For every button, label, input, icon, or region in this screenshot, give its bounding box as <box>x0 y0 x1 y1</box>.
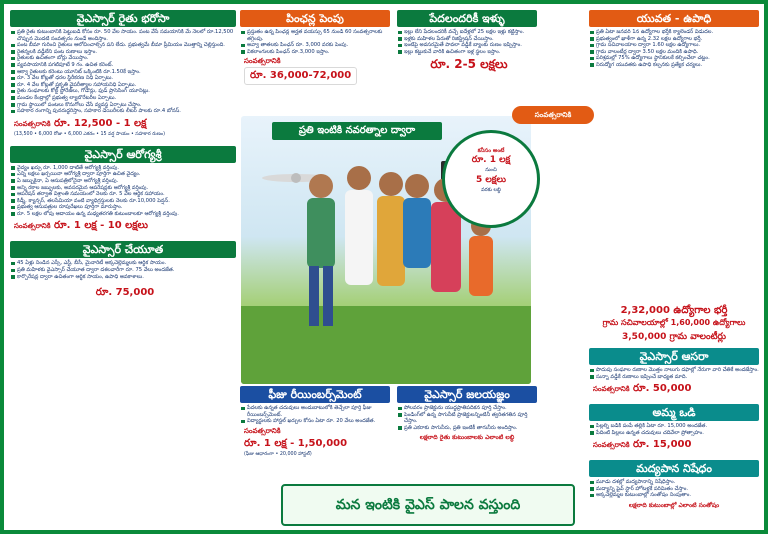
center-banner: ప్రతి ఇంటికి నవరత్నాల ద్వారా <box>272 122 442 140</box>
footer-slogan: మన ఇంటికి వైఎస్ పాలన వస్తుంది <box>281 484 575 526</box>
list-item: ఇల్లు కట్టుకునే వారికి ఉచితంగా ఇళ్ల స్థలం ఇస్తాం. <box>397 49 537 56</box>
list-item: ఎన్ని లక్షలు ఖర్చయినా ఆరోగ్యశ్రీ ద్వారా పూర్తిగా ఉచిత వైద్యం. <box>10 171 236 178</box>
amount-value: రూ. 12,500 - 1 లక్ష <box>53 117 147 129</box>
list-item: రైతన్నలకి వడ్డీలేని పంట రుణాలు ఇస్తాం. <box>10 49 236 56</box>
list-item: ప్రభుత్వంలో ఖాళీగా ఉన్న 2.32 లక్షల ఉద్యోగాల భర్తీ. <box>589 36 759 43</box>
list-item: అవ్వా తాతలకు పింఛన్ రూ. 3,000 వరకు పెంపు. <box>240 42 390 49</box>
center-top-badge: సంవత్సరానికి <box>512 106 594 124</box>
badge-line: రూ. 1 లక్ష <box>471 155 511 165</box>
prohibition-header: మద్యపాన నిషేధం <box>589 460 759 477</box>
housing-list <box>397 29 537 55</box>
amma-vodi-header: అమ్మ ఒడి <box>589 404 759 421</box>
amount-label: సంవత్సరానికి <box>14 222 51 231</box>
list-item: గ్రామ వాలంటీర్ల ద్వారా 3.50 లక్షల మందికి ఉపాధి. <box>589 49 759 56</box>
list-item: పరిశ్రమల్లో 75% ఉద్యోగాలు స్థానికులకే కల్పించేలా చట్టం. <box>589 55 759 62</box>
list-item: రూ. 3 వేల కోట్లతో ధరల స్థిరీకరణ నిధి ఏర్పాటు. <box>10 75 236 82</box>
list-item: రైతులకు ఉచితంగా బోర్లు వేయిస్తాం. <box>10 55 236 62</box>
list-item: ప్రతి మహిళకు వైఎస్సార్ చేయూత ద్వారా దశలవారీగా రూ. 75 వేలు అందజేత. <box>10 267 236 274</box>
left-column <box>10 10 236 301</box>
jalayagnam-header: వైఎస్సార్ జలయజ్ఞం <box>397 386 537 403</box>
rythu-bharosa-header: వైఎస్సార్ రైతు భరోసా <box>10 10 236 27</box>
asara-section <box>589 348 759 397</box>
list-item: సున్నా వడ్డీకే రుణాలు ఇప్పించే బాధ్యత మాది. <box>589 374 759 381</box>
list-item: రూ. 4 వేల కోట్లతో ప్రకృతి వైపరీత్యాల సహాయనిధి ఏర్పాటు. <box>10 82 236 89</box>
badge-line: 5 లక్షలు <box>476 175 506 185</box>
rythu-bharosa-amount <box>14 117 236 131</box>
amma-vodi-list <box>589 423 759 436</box>
list-item: కార్పొరేషన్ల ద్వారా ఉచితంగా ఆర్థిక సాయం, ఉపాధి అవకాశాలు. <box>10 274 236 281</box>
housing-amount: రూ. 2-5 లక్షలు <box>430 57 508 72</box>
amount-value: రూ. 1 లక్ష - 1,50,000 <box>244 437 348 449</box>
list-item: ప్రతి రైతు కుటుంబానికి పెట్టుబడి కోసం రూ. 50 వేల సాయం. పంట వేసే సమయానికి మే నెలలో రూ.12,500 చొప్పున మొదటి సంవత్సరం నుండే అందిస్తాం. <box>10 29 236 42</box>
list-item: మూడు దశల్లో మద్యపానాన్ని నిషేధిస్తాం. <box>589 479 759 486</box>
list-item: పేదలకు ఉన్నత చదువులు అందుబాటులోకి తెచ్చేలా పూర్తి ఫీజు రీయింబర్స్‌మెంట్. <box>240 405 390 418</box>
benefit-badge <box>442 130 540 228</box>
list-item: ఆపరేషన్ తర్వాత విశ్రాంతి సమయంలో నెలకు రూ. 5 వేల ఆర్థిక సహాయం. <box>10 191 236 198</box>
amount-value: రూ. 50,000 <box>632 383 692 395</box>
list-item: పొదుపు సంఘాల రుణాల మొత్తం నాలుగు దఫాల్లో నేరుగా వారి చేతికే అందజేస్తాం. <box>589 367 759 374</box>
list-item: పిల్లల్ని బడికి పంపే తల్లికి ఏటా రూ. 15,000 అందజేత. <box>589 423 759 430</box>
fee-header: ఫీజు రీయింబర్స్‌మెంట్ <box>240 386 390 403</box>
fee-list <box>240 405 390 425</box>
cheyutha-header: వైఎస్సార్ చేయూత <box>10 241 236 258</box>
prohibition-list <box>589 479 759 499</box>
badge-line: కనీసం అంటే <box>477 148 505 154</box>
list-item: నిరుద్యోగ యువతకు ఉపాధి కల్పనకు ప్రత్యేక చర్యలు. <box>589 62 759 69</box>
list-item: పేదింటి పిల్లలు ఉన్నత చదువులు చదివేలా ప్రోత్సాహం. <box>589 430 759 437</box>
cheyutha-amount: రూ. 75,000 <box>95 287 155 299</box>
list-item: ప్రతి ఎకరాకు సాగునీరు, ప్రతి ఇంటికీ తాగునీరు అందిస్తాం. <box>397 425 537 432</box>
amount-label: సంవత్సరానికి <box>244 426 281 435</box>
amma-vodi-section <box>589 404 759 453</box>
pension-section <box>240 10 390 86</box>
amount-label: సంవత్సరానికి <box>593 441 630 450</box>
prohibition-section <box>589 460 759 510</box>
list-item: వికలాంగులకు పింఛన్ రూ.3,000 ఇస్తాం. <box>240 49 390 56</box>
cheyutha-list <box>10 260 236 280</box>
housing-header: పేదలందరికీ ఇళ్ళు <box>397 10 537 27</box>
fee-amount <box>244 427 390 451</box>
fee-section <box>240 386 390 458</box>
list-item: ఇళ్లకు మహిళల పేరుతో రిజిస్ట్రేషన్ చేయిస్తాం. <box>397 36 537 43</box>
list-item: గ్రామ స్థాయిలో పంటలు కొనుగోలు చేసే వ్యవస్థ ఏర్పాటు చేస్తాం. <box>10 102 236 109</box>
list-item: కిడ్నీ, క్యాన్సర్, తలసేమియా వంటి వ్యాధిగ్రస్తులకు నెలకు రూ.10,000 పెన్షన్. <box>10 198 236 205</box>
list-item: పోలవరం ప్రాజెక్టును యుద్ధప్రాతిపదికన పూర్తి చేస్తాం. <box>397 405 537 412</box>
list-item: రూ. 5 లక్షల లోపు ఆదాయం ఉన్న మధ్యతరగతి కుటుంబాలకూ ఆరోగ్యశ్రీ వర్తింపు. <box>10 211 236 218</box>
badge-line: నుంచి <box>485 167 497 173</box>
amma-vodi-amount <box>593 438 759 452</box>
list-item: పంట బీమా గురించి రైతులు ఆలోచించాల్సిన పని లేదు. ప్రభుత్వమే బీమా ప్రీమియం మొత్తాన్ని చెల్లిస్తుంది. <box>10 42 236 49</box>
right-column <box>589 10 759 69</box>
list-item: వ్యవసాయానికి పగటిపూటే 9 గం. ఉచిత కరెంట్. <box>10 62 236 69</box>
rythu-bharosa-note: (13,500 • 6,000 రోజు • 6,000 ఎకరం • 15 వర్ష సాయం • సహకార రుణం) <box>14 131 165 137</box>
amount-value: రూ. 36,000-72,000 <box>244 67 357 85</box>
jalayagnam-list <box>397 405 537 431</box>
list-item: ఇల్లు లేని పేదలందరికీ వచ్చే ఐదేళ్లలో 25 లక్షల ఇళ్లు కట్టిస్తాం. <box>397 29 537 36</box>
amount-value: రూ. 1 లక్ష - 10 లక్షలు <box>53 220 148 232</box>
employment-stat-1: 2,32,000 ఉద్యోగాల భర్తీ <box>620 305 728 316</box>
list-item: ఆక్వా రైతులకు కరెంటు యూనిట్ ఒక్కింటికి రూ.1.50కే ఇస్తాం. <box>10 69 236 76</box>
employment-list <box>589 29 759 69</box>
rythu-bharosa-list <box>10 29 236 115</box>
list-item: మద్యాన్ని ఫైవ్ స్టార్ హోటళ్లకే పరిమితం చేస్తాం. <box>589 486 759 493</box>
jalayagnam-section <box>397 386 537 442</box>
list-item: ప్రభుత్వ ఆసుపత్రుల రూపురేఖలు పూర్తిగా మారుస్తాం. <box>10 204 236 211</box>
list-item: ఇంటిపై అవసరమైతే పావలా వడ్డీకే బ్యాంకు రుణం ఇప్పిస్తాం. <box>397 42 537 49</box>
badge-line: వరకు లబ్ధి <box>481 187 501 193</box>
employment-stat-3: 3,50,000 గ్రామ వాలంటీర్లు <box>622 332 726 342</box>
asara-list <box>589 367 759 380</box>
list-item: విద్యార్థులకు హాస్టల్ ఖర్చుల కోసం ఏటా రూ. 20 వేలు అందజేత. <box>240 418 390 425</box>
aarogyasri-list <box>10 165 236 218</box>
list-item: మండల కేంద్రాల్లో ప్రభుత్వ ల్యాబొరేటరీల ఏర్పాటు. <box>10 95 236 102</box>
list-item: రైతు సంఘాలకు కోల్డ్ స్టోరేజ్‌లు, గోడౌన్లు, ఫుడ్ ప్రాసెసింగ్ యూనిట్లు. <box>10 88 236 95</box>
amount-label: సంవత్సరానికి <box>244 57 281 66</box>
list-item: ఏ జబ్బుకైనా, ఏ ఆసుపత్రిలోనైనా ఆరోగ్యశ్రీ వర్తింపు. <box>10 178 236 185</box>
list-item: అక్కచెల్లెమ్మల కుటుంబాల్లో సంతోషం నింపుతాం. <box>589 492 759 499</box>
amount-value: రూ. 15,000 <box>632 439 692 451</box>
list-item: సహకార రంగాన్ని పునరుద్ధరిస్తాం, సహకార డెయిరీలకు లీటర్ పాలకు రూ.4 బోనస్. <box>10 108 236 115</box>
prohibition-highlight: లక్షలాది కుటుంబాల్లో ఎలాంటి సంతోషం <box>628 501 720 509</box>
fee-note: (ఫీజు ఆధారంగా • 20,000 హాస్టల్) <box>244 451 312 457</box>
employment-header: యువత - ఉపాధి <box>589 10 759 27</box>
aarogyasri-header: వైఎస్సార్ ఆరోగ్యశ్రీ <box>10 146 236 163</box>
list-item: గ్రామ సచివాలయాల ద్వారా 1.60 లక్షల ఉద్యోగాలు. <box>589 42 759 49</box>
pension-header: పింఛన్ల పెంపు <box>240 10 390 27</box>
list-item: ప్రతి ఏటా జనవరి 1న ఉద్యోగాల భర్తీకి క్యాలెండర్ విడుదల. <box>589 29 759 36</box>
pension-amount <box>244 57 390 85</box>
list-item: వైద్యం ఖర్చు రూ. 1,000 దాటితే ఆరోగ్యశ్రీ వర్తింపు. <box>10 165 236 172</box>
housing-section <box>397 10 537 75</box>
list-item: 45 ఏళ్లు నిండిన ఎస్సీ, ఎస్టీ, బీసీ, మైనారిటీ అక్కచెల్లెమ్మలకు ఆర్థిక సాయం. <box>10 260 236 267</box>
asara-header: వైఎస్సార్ ఆసరా <box>589 348 759 365</box>
list-item: ప్రస్తుతం ఉన్న పింఛన్ల అర్హత వయస్సు 65 నుండి 60 సంవత్సరాలకు తగ్గింపు. <box>240 29 390 42</box>
pension-list <box>240 29 390 55</box>
employment-stat-2: గ్రామ సచివాలయాల్లో 1,60,000 ఉద్యోగాలు <box>602 318 746 327</box>
asara-amount <box>593 382 759 396</box>
amount-label: సంవత్సరానికి <box>593 385 630 394</box>
jalayagnam-highlight: లక్షలాది రైతు కుటుంబాలకు ఎలాంటి లబ్ధి <box>419 434 515 442</box>
list-item: పెండింగ్‌లో ఉన్న సాగునీటి ప్రాజెక్టులన్నింటినీ త్వరితగతిన పూర్తి చేస్తాం. <box>397 412 537 425</box>
aarogyasri-amount <box>14 219 236 233</box>
amount-label: సంవత్సరానికి <box>14 119 51 128</box>
list-item: అన్ని రకాల జబ్బులకు, అవసరమైన ఆపరేషన్లకు ఆరోగ్యశ్రీ వర్తింపు. <box>10 185 236 192</box>
